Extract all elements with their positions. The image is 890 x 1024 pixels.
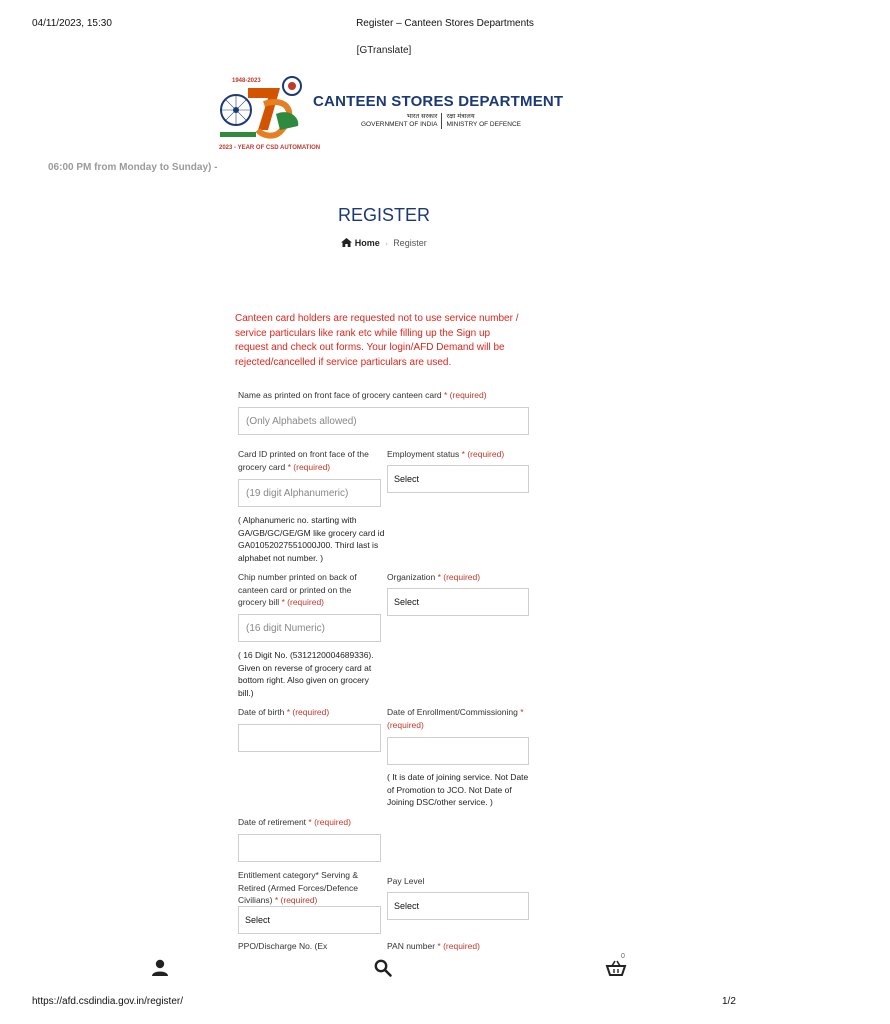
- announcement-marquee: 06:00 PM from Monday to Sunday) -: [48, 162, 218, 173]
- card-id-label: [238, 448, 380, 473]
- doe-help: ( It is date of joining service. Not Date of Promotion to JCO. Not Date of Joining DSC/other service. ): [387, 772, 529, 807]
- doe-label: [387, 706, 537, 731]
- brand-subtitle: [361, 113, 521, 129]
- name-label: [238, 389, 538, 402]
- gov-english: GOVERNMENT OF INDIA: [361, 121, 438, 128]
- cart-icon[interactable]: [606, 953, 626, 982]
- print-footer-url: https://afd.csdindia.gov.in/register/: [32, 996, 184, 1007]
- pay-level-label: Pay Level: [387, 876, 425, 886]
- required-marker: * (required): [286, 707, 330, 717]
- brand-divider: [441, 113, 442, 129]
- breadcrumb: [0, 238, 768, 248]
- required-marker: * (required): [437, 572, 481, 582]
- logo-caption: 2023 - YEAR OF CSD AUTOMATION: [219, 145, 321, 151]
- print-doc-title: Register – Canteen Stores Departments: [356, 18, 534, 29]
- name-input[interactable]: (Only Alphabets allowed): [238, 407, 529, 435]
- doe-input[interactable]: [387, 737, 529, 765]
- employment-status-select[interactable]: Select: [387, 465, 529, 493]
- organization-label: [387, 571, 537, 584]
- pan-label-text: PAN number: [387, 941, 436, 951]
- entitlement-label: [238, 869, 380, 907]
- required-marker: * (required): [281, 597, 325, 607]
- account-icon[interactable]: [151, 959, 169, 982]
- card-id-label-text: Card ID printed on front face of the grocery card: [238, 449, 369, 472]
- bottom-nav-bar: [0, 952, 768, 988]
- required-marker: * (required): [287, 461, 331, 472]
- notice-text: Canteen card holders are requested not to use service number / service particulars like rank etc while filling up the Sign up request and check out forms. Your login/AFD Demand will be rejected/cancelled if service particulars are used.: [235, 313, 519, 368]
- breadcrumb-separator-icon: ›: [385, 241, 388, 248]
- required-marker: * (required): [444, 390, 487, 400]
- print-datetime: 04/11/2023, 15:30: [32, 18, 112, 29]
- organization-select[interactable]: Select: [387, 588, 529, 616]
- employment-status-label: [387, 448, 537, 461]
- gtranslate-widget[interactable]: [GTranslate]: [356, 45, 412, 56]
- csd-75-logo[interactable]: [218, 74, 321, 152]
- pan-number-label: [387, 940, 537, 950]
- cart-count: 0: [621, 953, 625, 960]
- card-id-input[interactable]: (19 digit Alphanumeric): [238, 479, 381, 507]
- required-marker: * (required): [461, 449, 505, 459]
- required-marker: * (required): [437, 941, 480, 951]
- chip-number-label: [238, 571, 380, 609]
- dob-label: [238, 706, 380, 719]
- chip-number-input[interactable]: (16 digit Numeric): [238, 614, 381, 642]
- name-label-text: Name as printed on front face of grocery canteen card: [238, 390, 442, 400]
- breadcrumb-home-link[interactable]: Home: [354, 238, 380, 248]
- brand-name[interactable]: CANTEEN STORES DEPARTMENT: [313, 93, 564, 110]
- search-icon[interactable]: [374, 959, 392, 982]
- required-marker: * (required): [308, 817, 351, 827]
- entitlement-label-text: Entitlement category* Serving & Retired (Armed Forces/Defence Civilians): [238, 870, 359, 905]
- retirement-label: [238, 816, 438, 829]
- card-id-help: ( Alphanumeric no. starting with GA/GB/GC/GE/GM like grocery card id GA01052027551000J00. Third last is alphabet not number. ): [238, 515, 385, 563]
- entitlement-select[interactable]: Select: [238, 906, 381, 934]
- dob-input[interactable]: [238, 724, 381, 752]
- ppo-discharge-label: [238, 940, 380, 950]
- retirement-label-text: Date of retirement: [238, 817, 307, 827]
- required-marker: * (required): [387, 707, 524, 730]
- chip-number-help: ( 16 Digit No. (5312120004689336). Given on reverse of grocery card at bottom right. Also given on grocery bill.): [238, 650, 374, 698]
- chip-label-text: Chip number printed on back of canteen card or printed on the grocery bill: [238, 572, 357, 607]
- ministry-hindi: रक्षा मंत्रालय: [446, 113, 475, 120]
- organization-label-text: Organization: [387, 572, 436, 582]
- logo-years: 1948-2023: [232, 78, 261, 84]
- ppo-label-text: PPO/Discharge No. (Ex: [238, 941, 328, 951]
- page-title: REGISTER: [337, 205, 430, 225]
- retirement-input[interactable]: [238, 834, 381, 862]
- dob-label-text: Date of birth: [238, 707, 285, 717]
- required-marker: * (required): [274, 895, 318, 905]
- print-footer-page: 1/2: [722, 996, 736, 1007]
- doe-label-text: Date of Enrollment/Commissioning: [387, 707, 518, 717]
- home-icon[interactable]: [341, 238, 355, 248]
- gov-hindi: भारत सरकार: [406, 113, 438, 120]
- ministry-english: MINISTRY OF DEFENCE: [446, 121, 521, 128]
- breadcrumb-current: Register: [393, 238, 427, 248]
- employment-label-text: Employment status: [387, 449, 460, 459]
- pay-level-select[interactable]: Select: [387, 892, 529, 920]
